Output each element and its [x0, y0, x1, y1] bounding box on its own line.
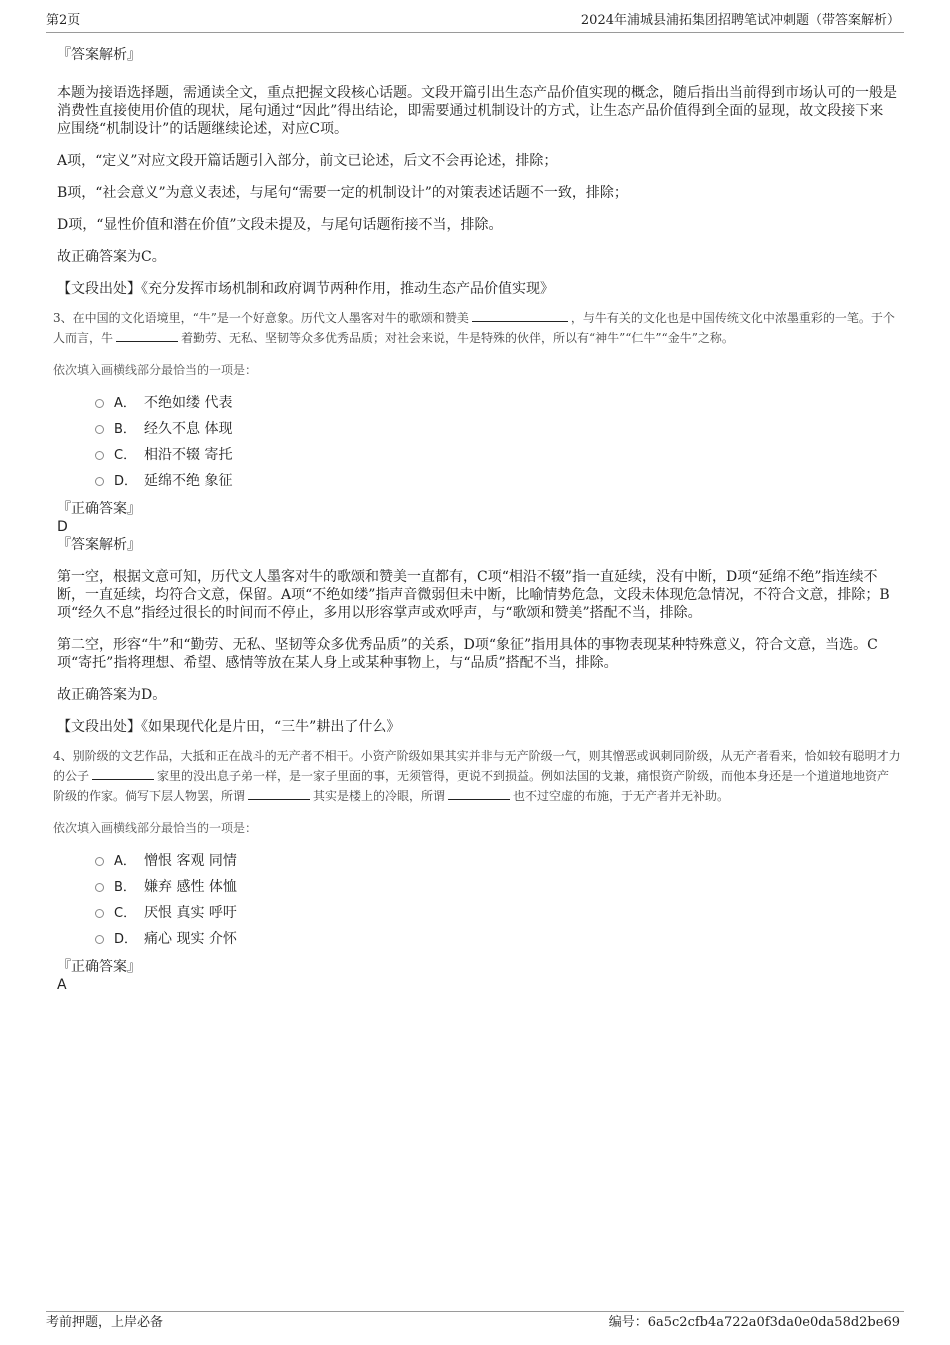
q4-option-a[interactable]: A． 憎恨 客观 同情 [95, 848, 897, 874]
footer-serial: 编号：6a5c2cfb4a722a0f3da0e0da58d2be69 [608, 1315, 900, 1330]
q2-analysis-option-d: D项，“显性价值和潜在价值”文段未提及，与尾句话题衔接不当，排除。 [57, 217, 503, 233]
q4-options [95, 848, 897, 952]
radio-icon[interactable] [95, 909, 104, 918]
q3-analysis-paragraph-1: 第一空，根据文意可知，历代文人墨客对牛的歌颂和赞美一直都有，C项“相沿不辍”指一直延续，没有中断，D项“延绵不绝”指连续不断，一直延续，均符合文意，保留。A项“不绝如缕”指声音微弱但未中断，比喻情势危急，文段未体现危急情况，不符合文意，排除；B项“经久不息”指经过很长的时间而不停止，多用以形容掌声或欢呼声，与“歌颂和赞美”搭配不当，排除。 [57, 569, 890, 621]
radio-icon[interactable] [95, 857, 104, 866]
q4-option-b[interactable]: B． 嫌弃 感性 体恤 [95, 874, 897, 900]
q4-blank-1 [92, 767, 154, 780]
q3-blank-1 [472, 309, 568, 322]
q2-analysis-paragraph: 本题为接语选择题，需通读全文，重点把握文段核心话题。文段开篇引出生态产品价值实现的概念，随后指出当前得到市场认可的一般是消费性直接使用价值的现状，尾句通过“因此”得出结论，即需要通过机制设计的方式，让生态产品价值得到全面的显现，故文段接下来应围绕“机制设计”的话题继续论述，对应C项。 [57, 85, 897, 137]
q4-blank-2 [248, 787, 310, 800]
radio-icon[interactable] [95, 451, 104, 460]
q4-stem: 4、别阶级的文艺作品，大抵和正在战斗的无产者不相干。小资产阶级如果其实并非与无产阶级一气，则其憎恶或讽刺同阶级，从无产者看来，恰如较有聪明才力的公子 家里的没出息子弟一样，是一家子里面的事，无须管得，更说不到损益。例如法国的戈兼，痛恨资产阶级，而他本身还是一个道道地地资产阶级的作家。倘写下层人物罢，所谓 其实是楼上的冷眼，所谓 也不过空虚的布施，于无产者并无补助。 [53, 749, 901, 803]
q3-option-a[interactable]: A． 不绝如缕 代表 [95, 390, 897, 416]
q2-analysis-option-b: B项，“社会意义”为意义表述，与尾句“需要一定的机制设计”的对策表述话题不一致，排除； [57, 185, 628, 201]
q3-option-d[interactable]: D． 延绵不绝 象征 [95, 468, 897, 494]
q2-analysis-option-a: A项，“定义”对应文段开篇话题引入部分，前文已论述，后文不会再论述，排除； [57, 153, 558, 169]
q4-blank-3 [448, 787, 510, 800]
radio-icon[interactable] [95, 399, 104, 408]
q3-stem: 3、在中国的文化语境里，“牛”是一个好意象。历代文人墨客对牛的歌颂和赞美 ，与牛有关的文化也是中国传统文化中浓墨重彩的一笔。于个人而言，牛 着勤劳、无私、坚韧等众多优秀品质；对社会来说，牛是特殊的伙伴，所以有“神牛”“仁牛”“金牛”之称。 [53, 311, 895, 345]
q4-answer: A [57, 977, 67, 993]
page-footer [46, 1311, 904, 1334]
q4-prompt: 依次填入画横线部分最恰当的一项是： [53, 821, 258, 835]
radio-icon[interactable] [95, 477, 104, 486]
q3-answer-label: 『正确答案』 [57, 501, 141, 517]
q3-option-c[interactable]: C． 相沿不辍 寄托 [95, 442, 897, 468]
q3-conclusion: 故正确答案为D。 [57, 687, 167, 703]
q3-source: 【文段出处】《如果现代化是片田，“三牛”耕出了什么》 [57, 719, 401, 735]
q3-blank-2 [116, 329, 178, 342]
document-body [53, 46, 901, 994]
page-number: 第2页 [46, 13, 81, 28]
q2-source: 【文段出处】《充分发挥市场机制和政府调节两种作用，推动生态产品价值实现》 [57, 281, 554, 297]
q3-analysis-paragraph-2: 第二空，形容“牛”和“勤劳、无私、坚韧等众多优秀品质”的关系，D项“象征”指用具体的事物表现某种特殊意义，符合文意，当选。C项“寄托”指将理想、希望、感情等放在某人身上或某种事物上，与“品质”搭配不当，排除。 [57, 637, 878, 671]
q4-option-c[interactable]: C． 厌恨 真实 呼吁 [95, 900, 897, 926]
q2-conclusion: 故正确答案为C。 [57, 249, 166, 265]
q3-prompt: 依次填入画横线部分最恰当的一项是： [53, 363, 258, 377]
footer-slogan: 考前押题，上岸必备 [46, 1315, 164, 1330]
q4-answer-label: 『正确答案』 [57, 959, 141, 975]
radio-icon[interactable] [95, 883, 104, 892]
q3-analysis-label: 『答案解析』 [57, 537, 141, 553]
radio-icon[interactable] [95, 935, 104, 944]
q3-options [95, 390, 897, 494]
q3-answer: D [57, 519, 68, 535]
page-header [46, 12, 904, 33]
q2-analysis-label: 『答案解析』 [57, 47, 141, 63]
q3-option-b[interactable]: B． 经久不息 体现 [95, 416, 897, 442]
radio-icon[interactable] [95, 425, 104, 434]
document-title: 2024年浦城县浦拓集团招聘笔试冲刺题（带答案解析） [580, 13, 900, 28]
q4-option-d[interactable]: D． 痛心 现实 介怀 [95, 926, 897, 952]
